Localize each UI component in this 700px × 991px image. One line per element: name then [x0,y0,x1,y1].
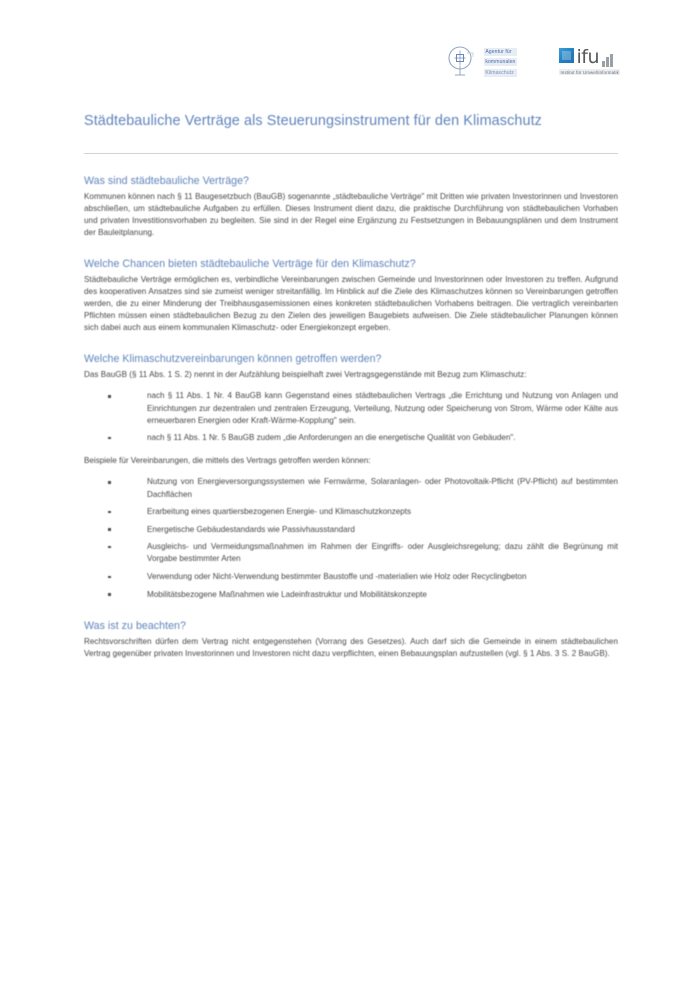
list-item: Erarbeitung eines quartiersbezogenen Energie- und Klimaschutzkonzepts [84,506,618,518]
list-item: Ausgleichs- und Vermeidungsmaßnahmen im Rahmen der Eingriffs- oder Ausgleichsregelung; dazu zählt die Begrünung mit Vorgabe bestimmter Arten [84,541,618,565]
agentur-logo-text [484,46,517,77]
ifu-logo [559,44,620,75]
ifu-logo-subtitle: Institut für Umweltinformatik [560,69,619,75]
agentur-logo-line-2: kommunalen [485,59,516,65]
logo-bar [447,44,620,78]
list-item: nach § 11 Abs. 1 Nr. 4 BauGB kann Gegenstand eines städtebaulichen Vertrags „die Errichtung und Nutzung von Anlagen und Einrichtungen zur dezentralen und zentralen Erzeugung, Verteilung, Nutzung oder Speicherung von Strom, Wärme oder Kälte aus erneuerbaren Energien oder Kraft-Wärme-Kopplung" sein. [84,390,618,426]
section-paragraph: Städtebauliche Verträge ermöglichen es, verbindliche Vereinbarungen zwischen Gemeinde und Investorinnen oder Investoren zu treffen. Aufgrund des kooperativen Ansatzes sind sie zumeist weniger streitanfällig. Im Hinblick auf die Ziele des Klimaschutzes können so Vereinbarungen getroffen werden, die zu einer Minderung der Treibhausgasemissionen eines konkreten städtebaulichen Vorhabens beitragen. Die vertraglich vereinbarten Pflichten müssen einen städtebaulichen Bezug zu den Zielen des jeweiligen Baugebiets aufweisen. Die Ziele städtebaulicher Planungen können sich dabei auch aus einem kommunalen Klimaschutz- oder Energiekonzept ergeben. [84,274,618,333]
list-item: Energetische Gebäudestandards wie Passivhausstandard [84,524,618,536]
bullet-list-vertragsgegenstaende [84,390,618,444]
list-item: Verwendung oder Nicht-Verwendung bestimmter Baustoffe und -materialien wie Holz oder Recyclingbeton [84,571,618,583]
bullet-list-beispiele [84,476,618,600]
section-heading: Was ist zu beachten? [84,619,186,632]
section-heading: Welche Chancen bieten städtebauliche Verträge für den Klimaschutz? [84,257,416,270]
title-divider [84,153,618,154]
section-heading: Was sind städtebauliche Verträge? [84,174,249,187]
section-welche-chancen [84,257,618,334]
section-was-ist-zu-beachten [84,619,618,660]
agentur-logo-line-3: Klimaschutz [484,69,517,77]
section-heading: Welche Klimaschutzvereinbarungen können getroffen werden? [84,353,382,366]
agentur-logo-line-1: Agentur für [484,48,517,56]
list-item: nach § 11 Abs. 1 Nr. 5 BauGB zudem „die Anforderungen an die energetische Qualität von Gebäuden". [84,432,618,444]
ifu-logo-mark [559,44,612,67]
section-welche-klimaschutzvereinbarungen [84,352,618,600]
ifu-bars-icon [602,52,613,67]
section-paragraph: Das BauGB (§ 11 Abs. 1 S. 2) nennt in der Aufzählung beispielhaft zwei Vertragsgegenstände mit Bezug zum Klimaschutz: [84,370,527,380]
list-item: Nutzung von Energieversorgungssystemen wie Fernwärme, Solaranlagen- oder Photovoltaik-Pflicht (PV-Pflicht) auf bestimmten Dachflächen [84,476,618,500]
section-was-sind-staedtebauliche-vertraege [84,174,618,239]
section-paragraph: Rechtsvorschriften dürfen dem Vertrag nicht entgegenstehen (Vorrang des Gesetzes). Auch darf sich die Gemeinde in einem städtebaulichen Vertrag gegenüber privaten Investorinnen und Investoren nicht dazu verpflichten, einen Bebauungsplan aufzustellen (vgl. § 1 Abs. 3 S. 2 BauGB). [84,636,618,658]
ifu-cube-icon [559,48,574,63]
document-content [84,112,618,660]
page-title: Städtebauliche Verträge als Steuerungsinstrument für den Klimaschutz [84,113,542,129]
agentur-circle-icon [447,44,477,78]
section-paragraph: Kommunen können nach § 11 Baugesetzbuch (BauGB) sogenannte „städtebauliche Verträge" mit Dritten wie privaten Investorinnen und Investoren abschließen, um städtebauliche Aufgaben zu erfüllen. Dieses Instrument dient dazu, die praktische Durchführung von städtebaulichen Vorhaben und privaten Investitionsvorhaben zu begleiten. Sie sind in der Regel eine Ergänzung zu Festsetzungen in Bebauungsplänen und dem Instrument der Bauleitplanung. [84,191,618,237]
agentur-logo [447,44,517,78]
ifu-wordmark: ifu [576,46,599,68]
list-item: Mobilitätsbezogene Maßnahmen wie Ladeinfrastruktur und Mobilitätskonzepte [84,589,618,601]
bullet-list-intro: Beispiele für Vereinbarungen, die mittels des Vertrags getroffen werden können: [84,456,371,466]
